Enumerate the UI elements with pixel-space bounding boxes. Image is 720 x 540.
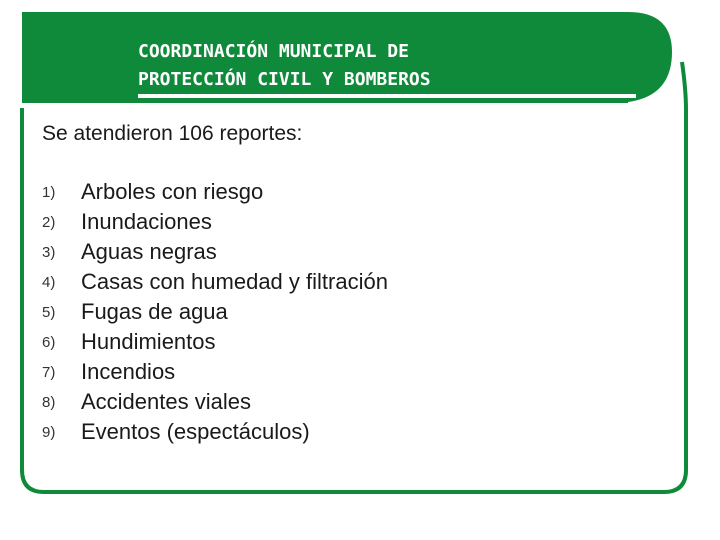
reports-summary: Se atendieron 106 reportes: (42, 122, 303, 145)
list-item-label: Incendios (81, 359, 176, 384)
title-line-1: COORDINACIÓN MUNICIPAL DE (138, 41, 409, 62)
list-item-label: Inundaciones (81, 209, 212, 234)
list-item-label: Accidentes viales (81, 389, 251, 414)
list-item-number: 6) (42, 334, 56, 351)
list-item-label: Hundimientos (81, 329, 216, 354)
list-item-label: Aguas negras (81, 239, 217, 264)
list-item-number: 3) (42, 244, 56, 261)
list-item-number: 9) (42, 424, 56, 441)
title-underline (138, 94, 636, 98)
list-item-number: 5) (42, 304, 56, 321)
title-line-2: PROTECCIÓN CIVIL Y BOMBEROS (138, 69, 431, 90)
list-item-label: Fugas de agua (81, 299, 228, 324)
list-item-number: 7) (42, 364, 56, 381)
list-item-number: 8) (42, 394, 56, 411)
list-item-number: 4) (42, 274, 56, 291)
list-item-number: 2) (42, 214, 56, 231)
slide-title (138, 38, 638, 94)
list-item-label: Eventos (espectáculos) (81, 419, 310, 444)
list-item-label: Arboles con riesgo (81, 179, 264, 204)
list-item-label: Casas con humedad y filtración (81, 269, 388, 294)
list-item-number: 1) (42, 184, 56, 201)
